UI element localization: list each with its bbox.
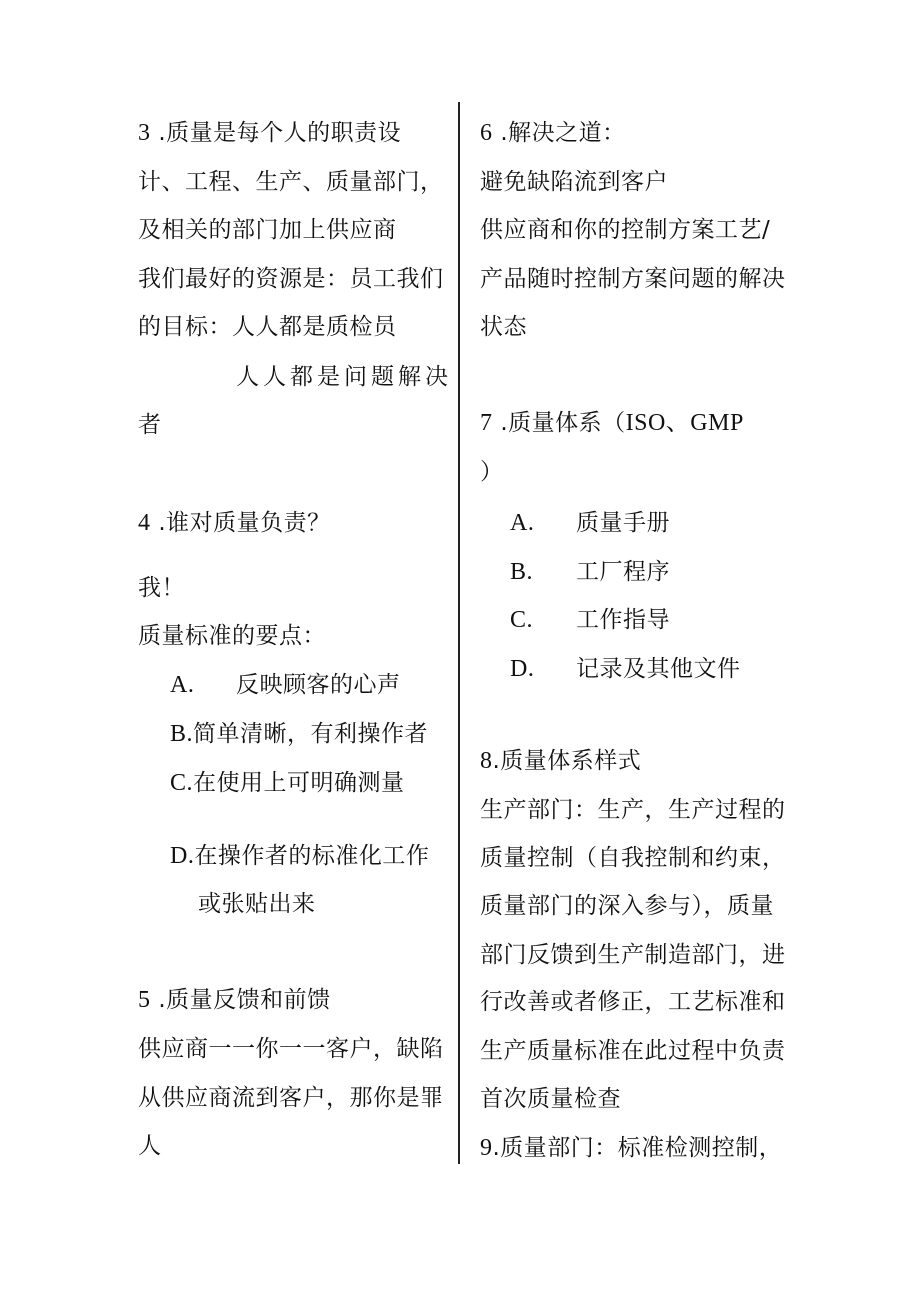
section-8-line-3: 质量控制（自我控制和约束，: [480, 845, 786, 871]
section-9-title: .质量部门：标准检测控制，: [492, 1135, 783, 1161]
section-7-number: 7: [480, 410, 493, 436]
item-a-text: 质量手册: [576, 510, 670, 536]
section-5-title: .质量反馈和前馈: [158, 987, 331, 1013]
section-8-line-5: 部门反馈到生产制造部门，进: [480, 942, 786, 968]
item-a-letter: A.: [510, 510, 535, 536]
section-6-line-3: 供应商和你的控制方案工艺/: [480, 217, 771, 243]
item-c-text: 在使用上可明确测量: [193, 770, 405, 796]
section-4-answer: 我！: [138, 575, 185, 601]
section-3-line-7: 者: [138, 412, 162, 438]
section-4-item-c: [170, 768, 405, 798]
section-3-line-5: 的目标：人人都是质检员: [138, 314, 397, 340]
section-5-line-2: 供应商一一你一一客户，缺陷: [138, 1036, 444, 1062]
item-c-letter: C.: [510, 607, 534, 633]
section-8-title: .质量体系样式: [492, 748, 642, 774]
section-9-heading: [480, 1133, 782, 1163]
item-d-text: 记录及其他文件: [576, 656, 741, 682]
section-6-line-5: 状态: [480, 314, 527, 340]
section-8-line-8: 首次质量检查: [480, 1086, 621, 1112]
section-8-line-4: 质量部门的深入参与），质量: [480, 893, 774, 919]
section-8-heading: [480, 746, 641, 776]
section-8-line-7: 生产质量标准在此过程中负责: [480, 1038, 786, 1064]
section-4-item-d: [170, 841, 429, 871]
section-5-number: 5: [138, 987, 151, 1013]
section-6-line-4: 产品随时控制方案问题的解决: [480, 266, 786, 292]
section-7-item-c: [510, 605, 670, 635]
section-5-heading: [138, 985, 331, 1015]
item-c-letter: C.: [170, 770, 194, 796]
section-4-subtitle: 质量标准的要点：: [138, 623, 326, 649]
item-d-letter: D.: [510, 656, 535, 682]
section-6-number: 6: [480, 120, 493, 146]
section-8-number: 8: [480, 748, 493, 774]
section-4-item-b: [170, 719, 428, 749]
section-4-item-d-continued: 或张贴出来: [198, 891, 316, 917]
item-a-letter: A.: [170, 672, 195, 698]
item-b-letter: B.: [510, 559, 534, 585]
section-7-title-latin: ISO、GMP: [625, 410, 744, 436]
section-4-title: .谁对质量负责？: [158, 510, 331, 536]
section-3-title: .质量是每个人的职责设: [158, 120, 402, 146]
item-a-text: 反映顾客的心声: [236, 672, 401, 698]
section-7-item-a: [510, 508, 670, 538]
section-3-line-3: 及相关的部门加上供应商: [138, 217, 397, 243]
section-3-line-4: 我们最好的资源是：员工我们: [138, 266, 444, 292]
section-7-item-b: [510, 557, 670, 587]
section-6-line-2: 避免缺陷流到客户: [480, 169, 668, 195]
item-b-letter: B.: [170, 721, 194, 747]
section-7-heading: [480, 408, 744, 438]
section-3-line-2: 计、工程、生产、质量部门，: [138, 169, 444, 195]
section-4-item-a: [170, 670, 401, 700]
section-3-heading: [138, 118, 401, 148]
section-9-number: 9: [480, 1135, 493, 1161]
section-7-title: .质量体系（: [500, 410, 626, 436]
section-7-close-paren: ）: [480, 459, 504, 485]
item-c-text: 工作指导: [576, 607, 670, 633]
section-6-title: .解决之道：: [500, 120, 626, 146]
item-b-text: 简单清晰，有利操作者: [193, 721, 429, 747]
section-4-heading: [138, 508, 331, 538]
section-6-heading: [480, 118, 626, 148]
section-5-line-3: 从供应商流到客户，那你是罪: [138, 1085, 444, 1111]
column-divider: [458, 102, 460, 1164]
item-b-text: 工厂程序: [576, 559, 670, 585]
item-d-text: 在操作者的标准化工作: [194, 843, 430, 869]
section-7-item-d: [510, 654, 741, 684]
item-d-letter: D.: [170, 843, 195, 869]
section-5-line-4: 人: [138, 1133, 162, 1159]
section-3-line-6: 人人都是问题解决: [236, 364, 452, 390]
section-8-line-6: 行改善或者修正，工艺标准和: [480, 989, 786, 1015]
section-4-number: 4: [138, 510, 151, 536]
section-8-line-2: 生产部门：生产，生产过程的: [480, 797, 786, 823]
section-3-number: 3: [138, 120, 151, 146]
